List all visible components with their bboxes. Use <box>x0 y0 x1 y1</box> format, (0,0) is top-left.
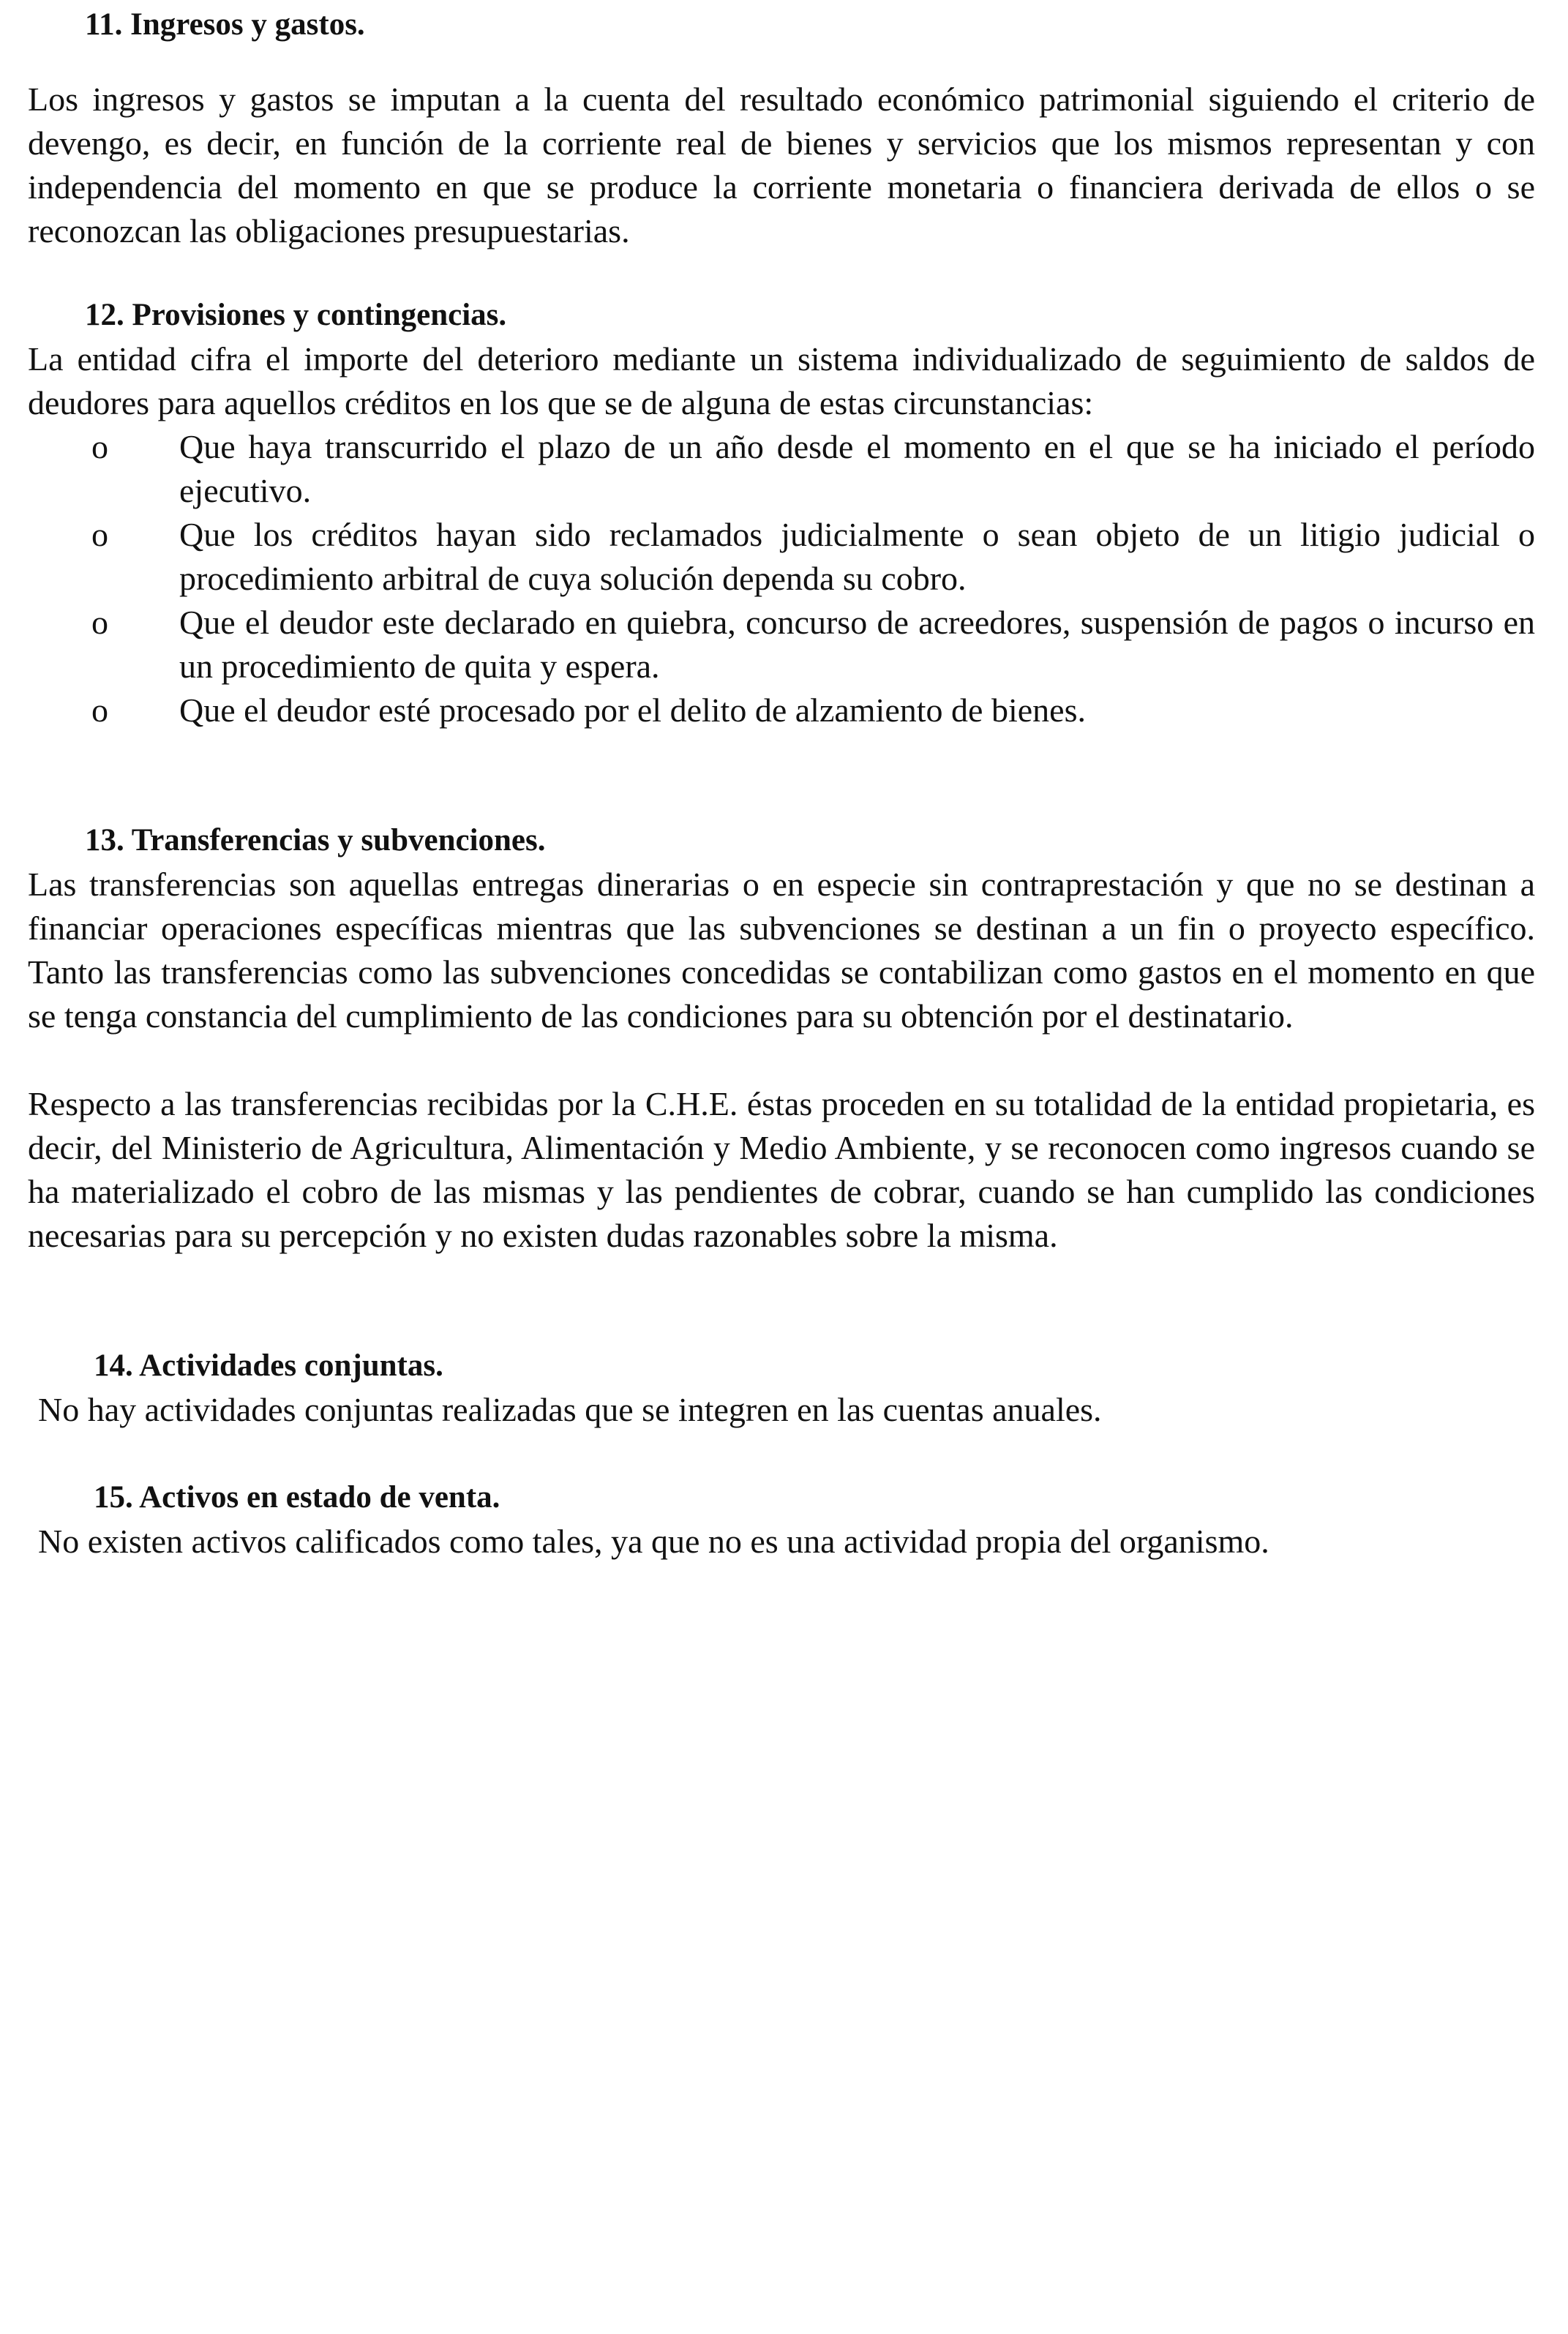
list-item-text: Que el deudor este declarado en quiebra, concurso de acreedores, suspensión de pagos o incurso en un procedimiento de quita y espera. <box>179 604 1535 685</box>
section-14 <box>28 1344 1535 1432</box>
list-item-text: Que los créditos hayan sido reclamados judicialmente o sean objeto de un litigio judicial o procedimiento arbitral de cuya solución dependa su cobro. <box>179 516 1535 597</box>
list-item <box>28 688 1535 732</box>
list-item <box>28 601 1535 688</box>
section-12-paragraph: La entidad cifra el importe del deterioro mediante un sistema individualizado de seguimiento de saldos de deudores para aquellos créditos en los que se de alguna de estas circunstancias: <box>28 340 1535 421</box>
bullet-marker: o <box>91 691 108 729</box>
section-14-paragraph: No hay actividades conjuntas realizadas que se integren en las cuentas anuales. <box>38 1391 1102 1428</box>
section-15-heading: 15. Activos en estado de venta. <box>94 1480 500 1515</box>
section-11-heading: 11. Ingresos y gastos. <box>85 7 365 42</box>
section-13-paragraph-1: Las transferencias son aquellas entregas dinerarias o en especie sin contraprestación y que no se destinan a financiar operaciones específicas mientras que las subvenciones se destinan a un fin o proyecto específico. Tanto las transferencias como las subvenciones concedidas se contabilizan como gastos en el momento en que se tenga constancia del cumplimiento de las condiciones para su obtención por el destinatario. <box>28 866 1535 1035</box>
list-item-text: Que el deudor esté procesado por el delito de alzamiento de bienes. <box>179 691 1086 729</box>
section-12-heading: 12. Provisiones y contingencias. <box>85 298 507 332</box>
list-item <box>28 513 1535 601</box>
section-11 <box>28 3 1535 253</box>
document-page <box>28 0 1535 1564</box>
section-13-paragraph-2: Respecto a las transferencias recibidas por la C.H.E. éstas proceden en su totalidad de la entidad propietaria, es decir, del Ministerio de Agricultura, Alimentación y Medio Ambiente, y se reconocen como ingresos cuando se ha materializado el cobro de las mismas y las pendientes de cobrar, cuando se han cumplido las condiciones necesarias para su percepción y no existen dudas razonables sobre la misma. <box>28 1085 1535 1254</box>
bullet-marker: o <box>91 516 108 553</box>
list-item-text: Que haya transcurrido el plazo de un año desde el momento en el que se ha iniciado el período ejecutivo. <box>179 428 1535 509</box>
bullet-marker: o <box>91 604 108 641</box>
section-11-paragraph: Los ingresos y gastos se imputan a la cuenta del resultado económico patrimonial siguiendo el criterio de devengo, es decir, en función de la corriente real de bienes y servicios que los mismos representan y con independencia del momento en que se produce la corriente monetaria o financiera derivada de ellos o se reconozcan las obligaciones presupuestarias. <box>28 80 1535 249</box>
section-12-bullet-list <box>28 425 1535 732</box>
section-13 <box>28 819 1535 1258</box>
section-15-paragraph: No existen activos calificados como tales, ya que no es una actividad propia del organismo. <box>38 1523 1269 1560</box>
section-12 <box>28 293 1535 732</box>
section-14-heading: 14. Actividades conjuntas. <box>94 1348 443 1383</box>
bullet-marker: o <box>91 428 108 465</box>
list-item <box>28 425 1535 513</box>
section-15 <box>28 1476 1535 1564</box>
section-13-heading: 13. Transferencias y subvenciones. <box>85 823 546 858</box>
